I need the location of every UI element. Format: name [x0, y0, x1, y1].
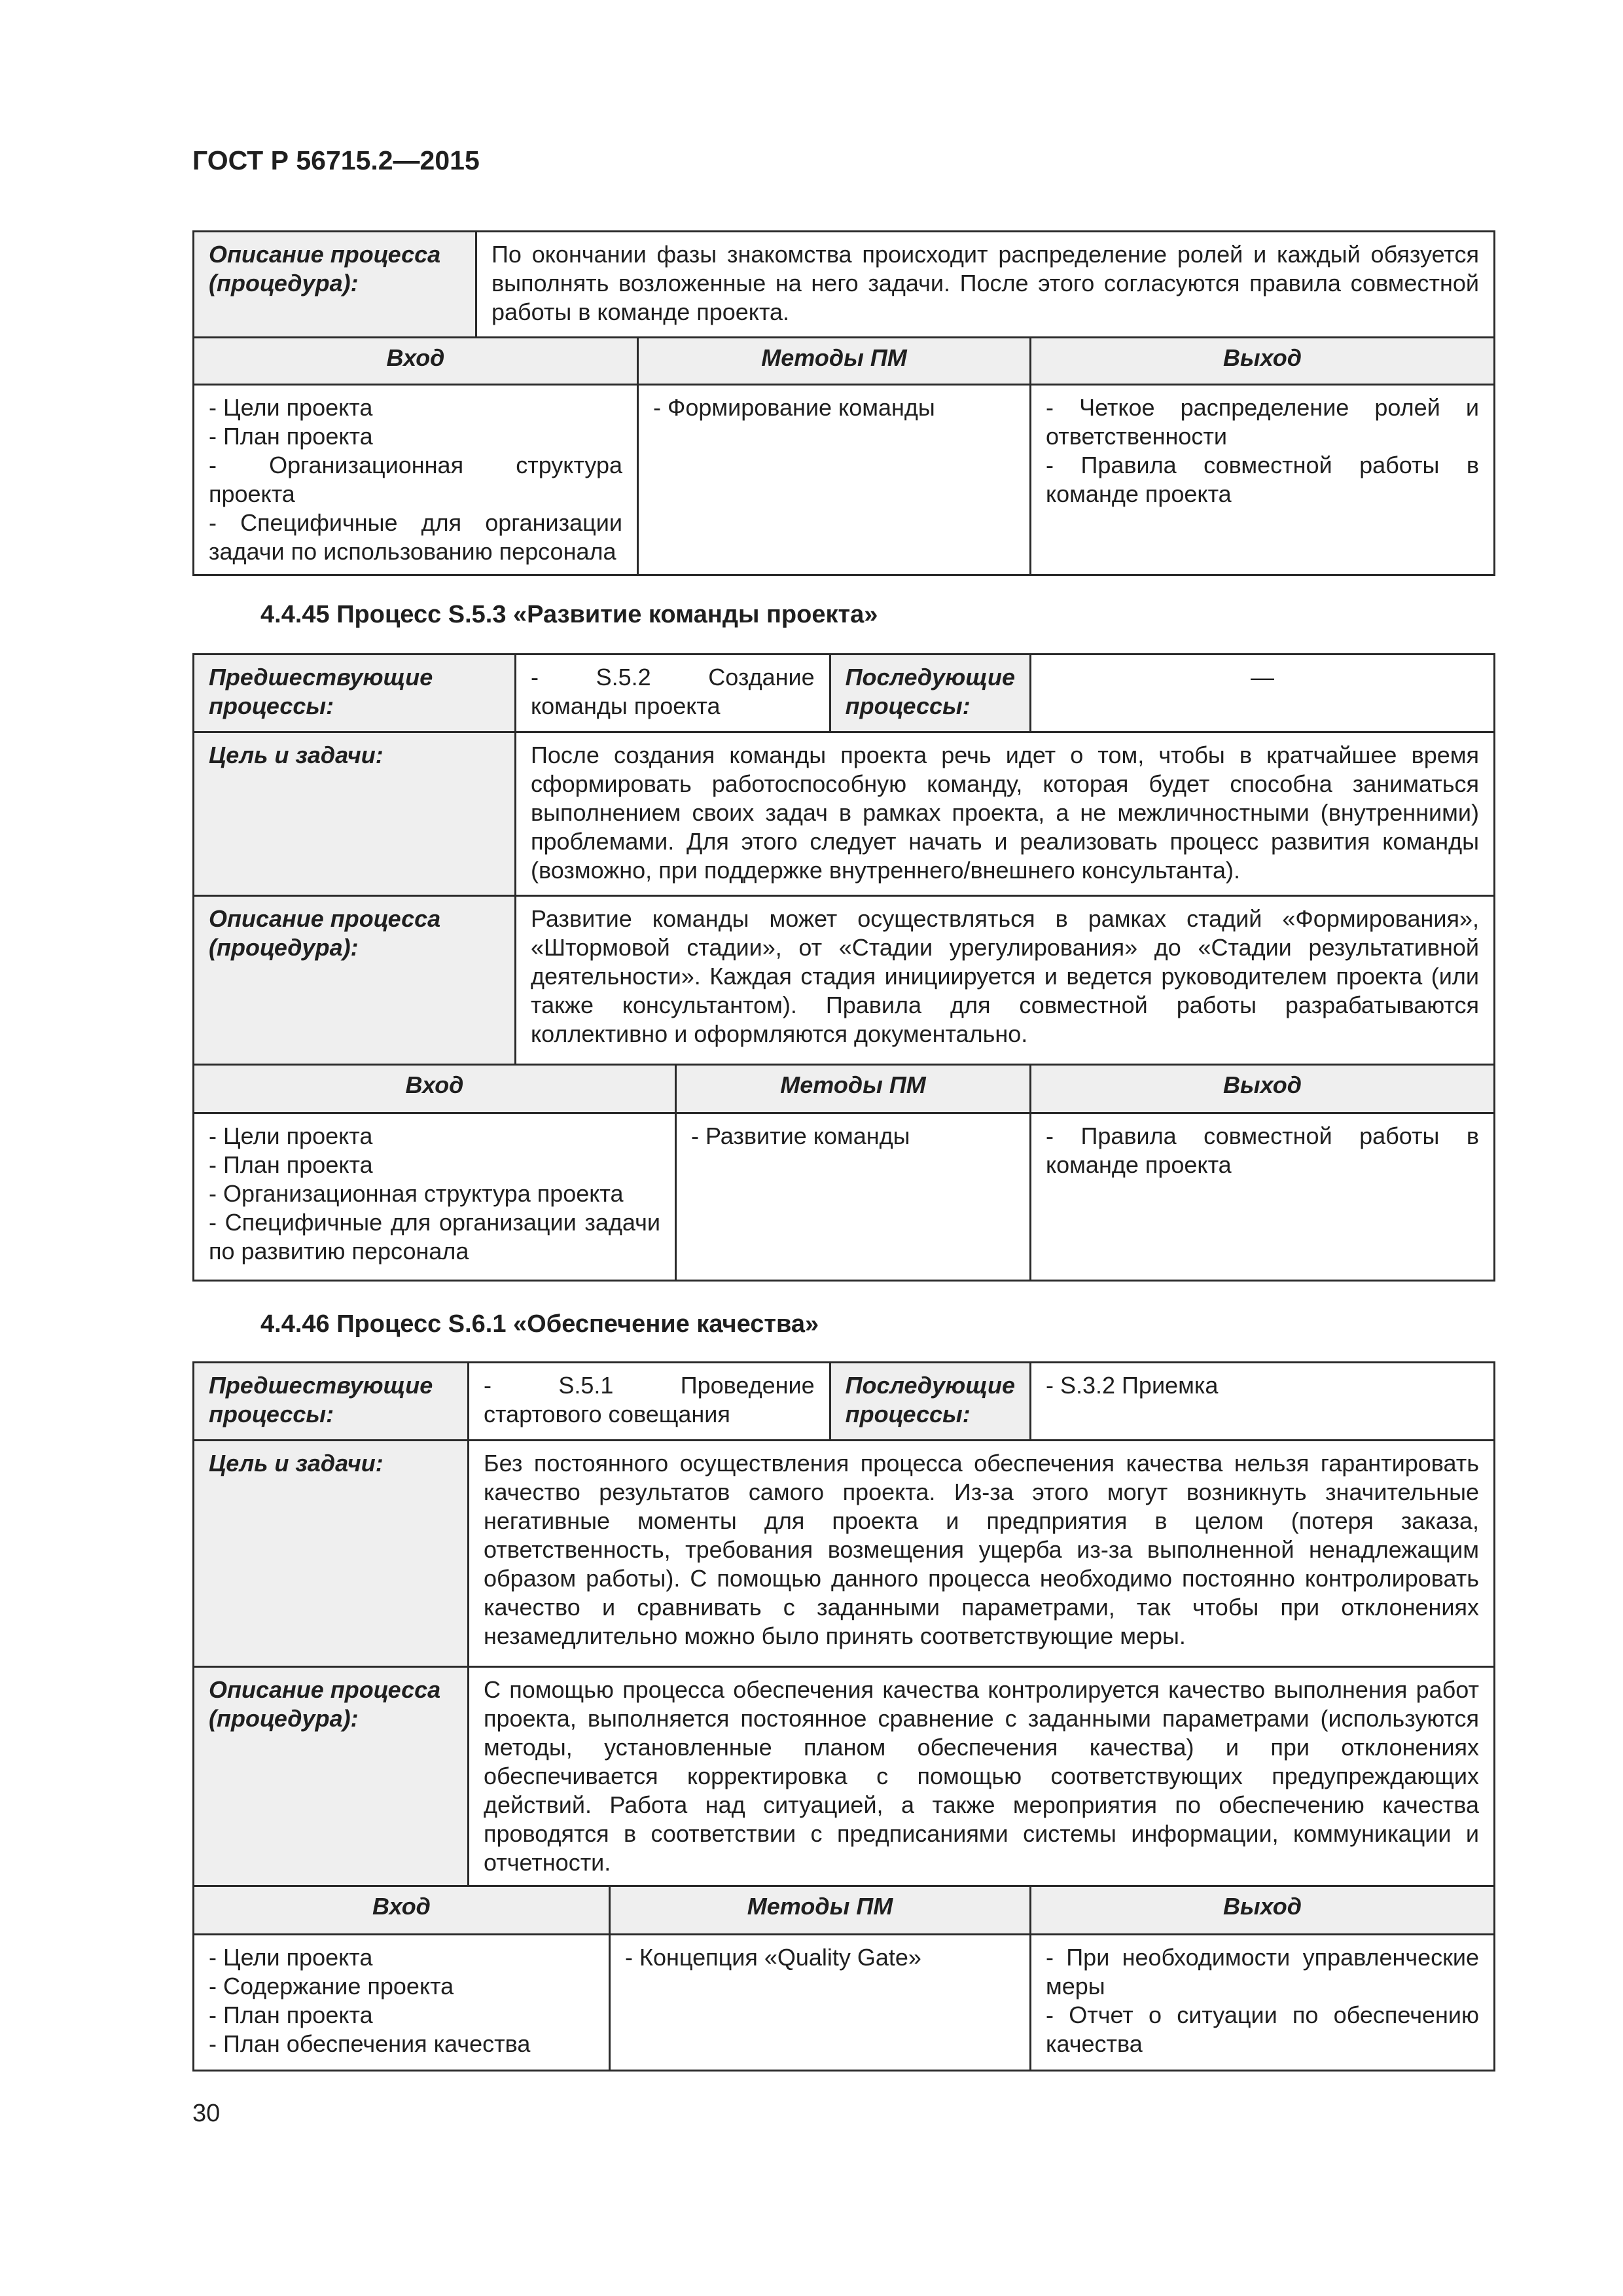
process-table-s53 [192, 653, 1495, 1282]
list-item: - Отчет о ситуации по обеспечению качества [1046, 2001, 1479, 2057]
outputs-cell [1031, 385, 1495, 575]
methods-cell [610, 1935, 1031, 2071]
predecessor-label: Предшествующие процессы: [194, 655, 516, 732]
list-item: - План обеспечения качества [209, 2030, 531, 2057]
list-item: - Формирование команды [653, 394, 935, 421]
methods-cell [676, 1113, 1031, 1281]
predecessor-label: Предшествующие процессы: [194, 1363, 469, 1441]
desc-text: С помощью процесса обеспечения качества контролируется качество выполнения работ проекта, выполняется постоянное сравнение с заданными параметрами (используются методы, установленные планом обеспечения качества) и при отклонениях обеспечивается корректировка с помощью соответствующих предупреждающих действий. Работа над ситуацией, а также мероприятия по обеспечению качества проводятся в соответствии с предписаниями системы информации, коммуникации и отчетности. [469, 1667, 1495, 1886]
process-table-s61 [192, 1361, 1495, 2072]
desc-label: Описание процесса (процедура): [194, 896, 516, 1065]
col-header-methods: Методы ПМ [638, 338, 1031, 385]
desc-text: Развитие команды может осуществляться в рамках стадий «Формирования», «Штормовой стадии», от «Стадии урегулирования» до «Стадии результативной деятельности». Каждая стадия инициируется и ведется руководителем проекта (или также консультантом). Правила для совместной работы разрабатываются коллективно и оформляются документально. [516, 896, 1495, 1065]
goal-label: Цель и задачи: [194, 732, 516, 896]
page-number: 30 [192, 2100, 221, 2127]
process-table-continuation [192, 230, 1495, 576]
col-header-methods: Методы ПМ [610, 1886, 1031, 1935]
inputs-cell [194, 1935, 610, 2071]
list-item: - При необходимости управленческие меры [1046, 1944, 1479, 2000]
section-title-4-4-45: 4.4.45 Процесс S.5.3 «Развитие команды проекта» [260, 601, 878, 628]
goal-label: Цель и задачи: [194, 1441, 469, 1667]
successor-value: - S.3.2 Приемка [1031, 1363, 1495, 1441]
list-item: - Правила совместной работы в команде проекта [1046, 1122, 1479, 1178]
list-item: - Развитие команды [691, 1122, 910, 1149]
col-header-input: Вход [194, 338, 638, 385]
list-item: - Организационная структура проекта [209, 1180, 624, 1207]
successor-label: Последующие процессы: [831, 655, 1029, 731]
desc-label: Описание процесса (процедура): [194, 1667, 469, 1886]
outputs-cell [1031, 1113, 1495, 1281]
outputs-cell [1031, 1935, 1495, 2071]
list-item: - Специфичные для организации задачи по развитию персонала [209, 1209, 660, 1265]
list-item: - Концепция «Quality Gate» [625, 1944, 921, 1971]
list-item: - План проекта [209, 423, 373, 450]
list-item: - Правила совместной работы в команде проекта [1046, 452, 1479, 507]
document-header-title: ГОСТ Р 56715.2—2015 [192, 145, 480, 175]
list-item: - Специфичные для организации задачи по использованию персонала [209, 509, 622, 565]
desc-text: По окончании фазы знакомства происходит распределение ролей и каждый обязуется выполнять возложенные на него задачи. После этого согласуются правила совместной работы в команде проекта. [476, 232, 1495, 338]
desc-label: Описание процесса (процедура): [194, 232, 476, 338]
list-item: - Цели проекта [209, 1122, 373, 1149]
list-item: - Четкое распределение ролей и ответственности [1046, 394, 1479, 450]
col-header-output: Выход [1031, 1065, 1495, 1113]
predecessor-value: - S.5.2 Создание команды проекта [516, 655, 831, 731]
list-item: - Цели проекта [209, 1944, 373, 1971]
col-header-output: Выход [1031, 338, 1495, 385]
list-item: - План проекта [209, 1151, 373, 1178]
col-header-methods: Методы ПМ [676, 1065, 1031, 1113]
col-header-input: Вход [194, 1065, 676, 1113]
list-item: - Цели проекта [209, 394, 373, 421]
col-header-output: Выход [1031, 1886, 1495, 1935]
section-title-4-4-46: 4.4.46 Процесс S.6.1 «Обеспечение качества» [260, 1310, 819, 1338]
inputs-cell [194, 1113, 676, 1281]
goal-text: После создания команды проекта речь идет о том, чтобы в кратчайшее время сформировать работоспособную команду, которая будет способна заниматься выполнением своих задач в рамках проекта, а не межличностными (внутренними) проблемами. Для этого следует начать и реализовать процесс развития команды (возможно, при поддержке внутреннего/внешнего консультанта). [516, 732, 1495, 896]
predecessor-value: - S.5.1 Проведение стартового совещания [469, 1363, 831, 1439]
list-item: - Содержание проекта [209, 1973, 454, 2000]
methods-cell [638, 385, 1031, 575]
successor-label: Последующие процессы: [831, 1363, 1029, 1439]
col-header-input: Вход [194, 1886, 610, 1935]
list-item: - План проекта [209, 2001, 373, 2028]
successor-value: — [1031, 655, 1495, 732]
inputs-cell [194, 385, 638, 575]
list-item: - Организационная структура проекта [209, 452, 622, 507]
goal-text: Без постоянного осуществления процесса обеспечения качества нельзя гарантировать качество результатов самого проекта. Из-за этого могут возникнуть значительные негативные моменты для проекта и предприятия в целом (потеря заказа, ответственность, требования возмещения ущерба из-за выполненной ненадлежащим образом работы). С помощью данного процесса необходимо постоянно контролировать качество и сравнивать с заданными параметрами, так чтобы при отклонениях незамедлительно можно было принять соответствующие меры. [469, 1441, 1495, 1667]
